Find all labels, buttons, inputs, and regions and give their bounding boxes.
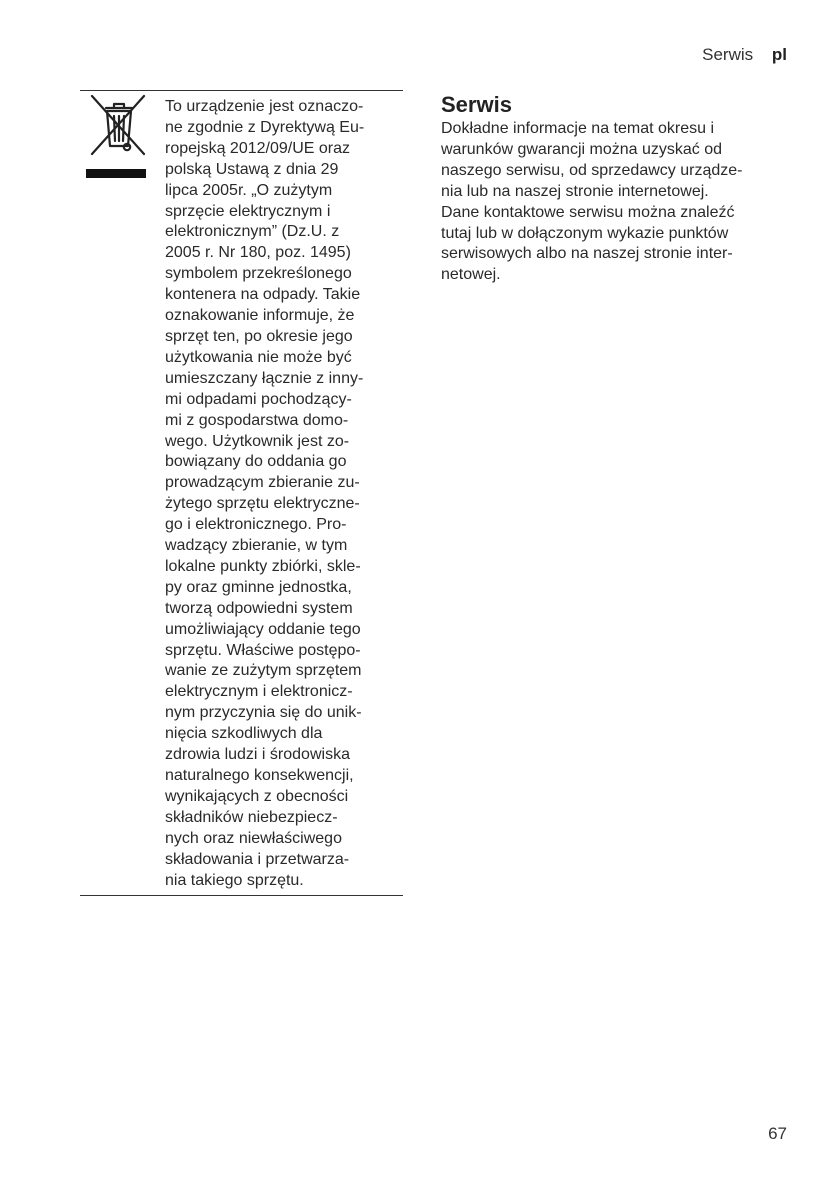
weee-text-line: py oraz gminne jednostka,	[165, 578, 352, 596]
weee-text-line: składników niebezpiecz-	[165, 808, 338, 826]
weee-notice-text	[165, 91, 403, 895]
weee-text-line: żytego sprzętu elektryczne-	[165, 495, 360, 513]
weee-text-line: nia takiego sprzętu.	[165, 871, 304, 889]
weee-text-line: sprzęcie elektrycznym i	[165, 202, 331, 220]
weee-text-line: nięcia szkodliwych dla	[165, 725, 323, 743]
weee-text-line: bowiązany do oddania go	[165, 453, 347, 471]
weee-text-line: symbolem przekreślonego	[165, 265, 352, 283]
service-text-line: netowej.	[441, 266, 501, 284]
weee-text-line: To urządzenie jest oznaczo-	[165, 98, 364, 115]
weee-text-line: mi odpadami pochodzący-	[165, 390, 352, 408]
weee-text-line: go i elektronicznego. Pro-	[165, 516, 347, 534]
weee-text-line: kontenera na odpady. Takie	[165, 286, 361, 304]
weee-text-line: mi z gospodarstwa domo-	[165, 411, 349, 429]
service-text-line: warunków gwarancji można uzyskać od	[441, 140, 723, 158]
page-number: 67	[768, 1124, 787, 1143]
service-text-line: Dokładne informacje na temat okresu i	[441, 120, 715, 137]
service-text-line: naszego serwisu, od sprzedawcy urządze-	[441, 161, 743, 179]
weee-notice-table	[80, 90, 403, 896]
service-text-line: nia lub na naszej stronie internetowej.	[441, 182, 709, 200]
weee-text-line: zdrowia ludzi i środowiska	[165, 746, 350, 764]
weee-text-line: wadzący zbieranie, w tym	[165, 537, 348, 555]
weee-text-line: nych oraz niewłaściwego	[165, 829, 342, 847]
weee-text-line: sprzętu. Właściwe postępo-	[165, 641, 361, 659]
weee-text-line: składowania i przetwarza-	[165, 850, 350, 868]
service-text-line: Dane kontaktowe serwisu można znaleźć	[441, 203, 735, 221]
weee-text-line: ne zgodnie z Dyrektywą Eu-	[165, 118, 365, 136]
weee-text-line: tworzą odpowiedni system	[165, 599, 353, 617]
weee-text-line: umożliwiający oddanie tego	[165, 620, 361, 638]
weee-text-line: oznakowanie informuje, że	[165, 307, 355, 325]
weee-text-line: użytkowania nie może być	[165, 348, 352, 366]
service-text-line: tutaj lub w dołączonym wykazie punktów	[441, 224, 729, 242]
header-language-code: pl	[771, 45, 787, 64]
weee-text-line: sprzęt ten, po okresie jego	[165, 327, 353, 345]
weee-text-line: umieszczany łącznie z inny-	[165, 369, 364, 387]
weee-text-line: elektrycznym i elektronicz-	[165, 683, 353, 701]
service-heading: Serwis	[441, 92, 512, 117]
page-header	[702, 45, 787, 65]
weee-text-line: wynikających z obecności	[165, 787, 349, 805]
weee-text-line: elektronicznym” (Dz.U. z	[165, 223, 340, 241]
weee-text-line: 2005 r. Nr 180, poz. 1495)	[165, 244, 351, 262]
weee-text-line: prowadzącym zbieranie zu-	[165, 474, 360, 492]
weee-text-line: lipca 2005r. „O zużytym	[165, 181, 333, 199]
service-body	[441, 119, 791, 286]
crossed-out-wheelie-bin-icon	[86, 91, 154, 188]
weee-text-line: naturalnego konsekwencji,	[165, 767, 354, 784]
weee-text-line: nym przyczynia się do unik-	[165, 704, 362, 722]
weee-text-line: polską Ustawą z dnia 29	[165, 160, 339, 178]
header-section-title: Serwis	[702, 45, 754, 64]
weee-text-line: ropejską 2012/09/UE oraz	[165, 139, 350, 157]
weee-text-line: wego. Użytkownik jest zo-	[165, 432, 350, 450]
weee-text-line: lokalne punkty zbiórki, skle-	[165, 557, 361, 575]
service-section	[441, 91, 791, 286]
service-text-line: serwisowych albo na naszej stronie inter-	[441, 245, 733, 263]
weee-text-line: wanie ze zużytym sprzętem	[165, 662, 362, 680]
